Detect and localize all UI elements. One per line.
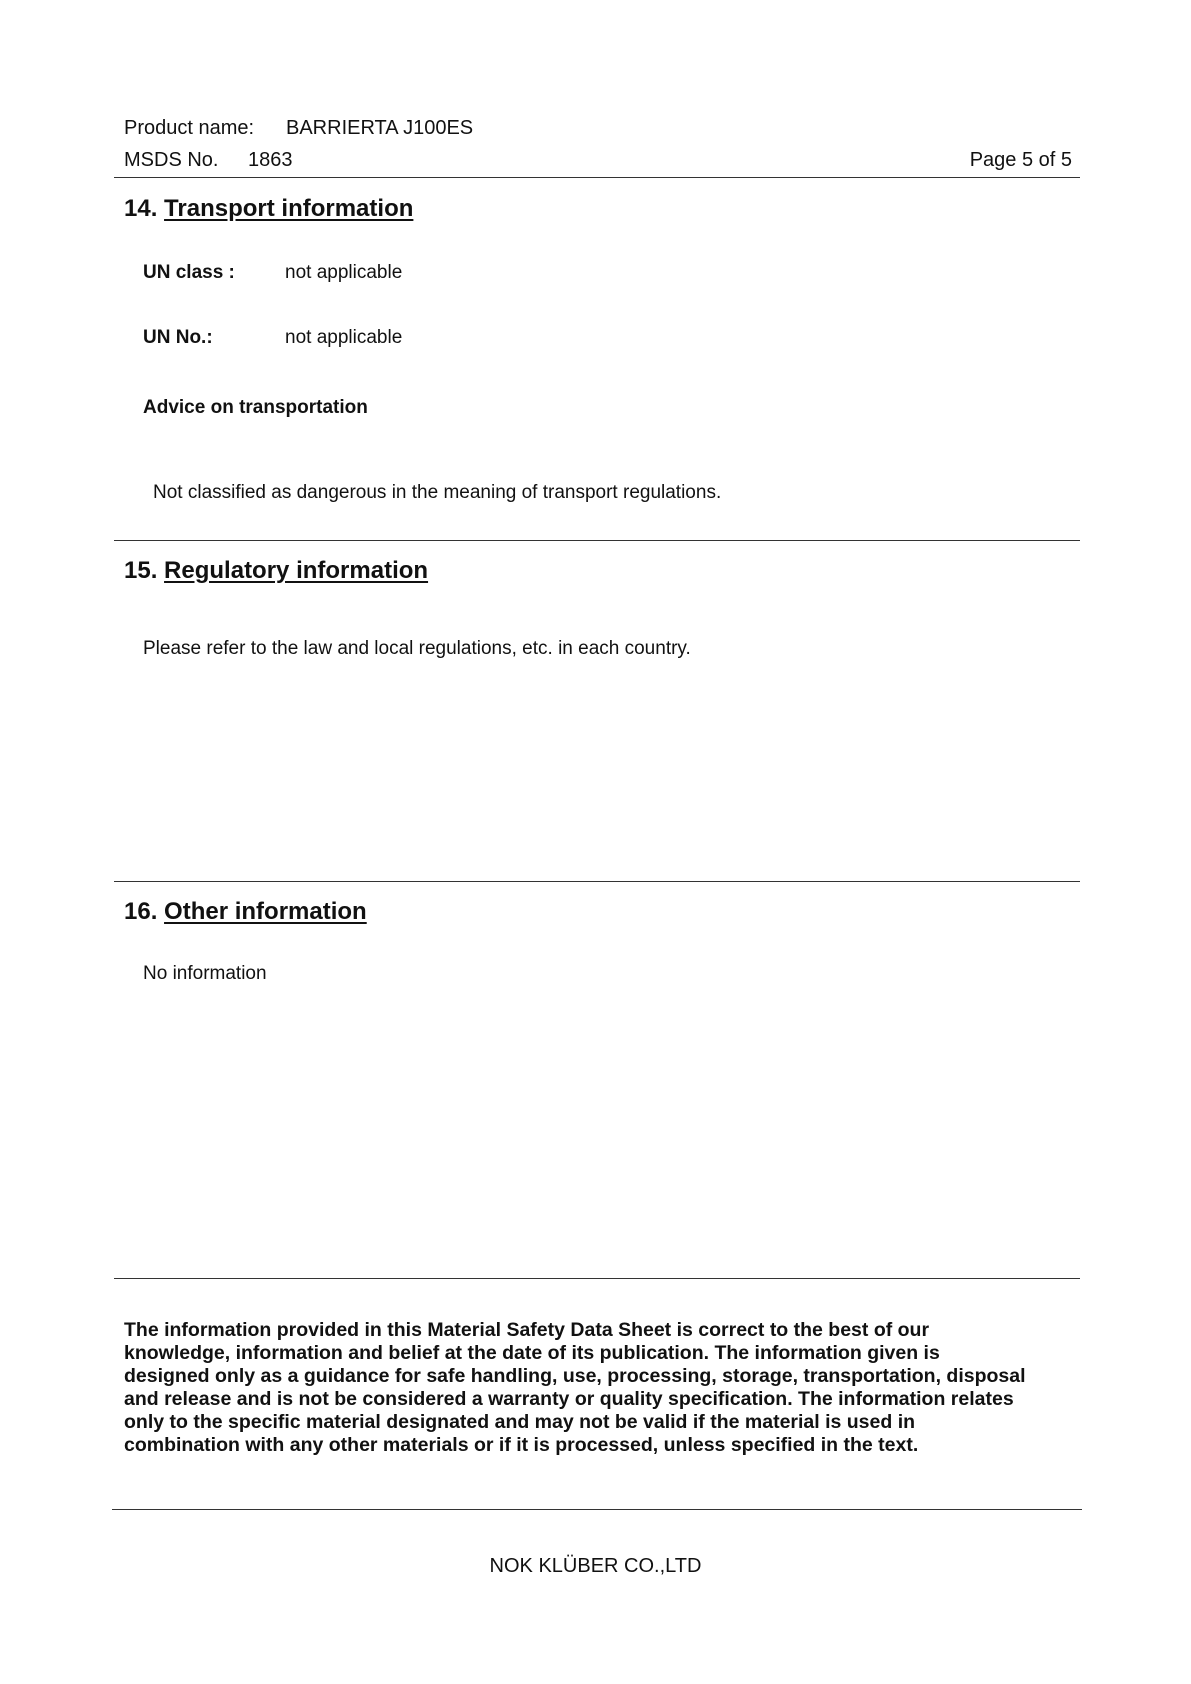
- product-name-value: BARRIERTA J100ES: [286, 117, 474, 139]
- disclaimer-line: combination with any other materials or if it is processed, unless specified in the text.: [124, 1434, 919, 1456]
- msds-number-label: MSDS No.: [124, 149, 219, 171]
- advice-on-transportation-text: Not classified as dangerous in the meaning of transport regulations.: [153, 482, 722, 503]
- section-15-number: 15.: [124, 557, 158, 584]
- section-15-heading: [124, 557, 428, 585]
- advice-on-transportation-label: Advice on transportation: [143, 397, 368, 418]
- disclaimer-line: only to the specific material designated and may not be valid if the material is used in: [124, 1411, 916, 1433]
- footer-company-name: NOK KLÜBER CO.,LTD: [489, 1555, 702, 1577]
- section-16-number: 16.: [124, 898, 158, 925]
- disclaimer-divider: [112, 1509, 1082, 1510]
- section-15-divider: [114, 881, 1080, 882]
- disclaimer-line: designed only as a guidance for safe handling, use, processing, storage, transportation, disposal: [124, 1365, 1026, 1387]
- section-14-title: Transport information: [164, 195, 414, 222]
- disclaimer-line: and release and is not be considered a warranty or quality specification. The information relates: [124, 1388, 1014, 1410]
- product-name-label: Product name:: [124, 117, 255, 139]
- section-14-heading: [124, 195, 413, 223]
- msds-number-value: 1863: [248, 149, 293, 171]
- disclaimer-line: The information provided in this Material Safety Data Sheet is correct to the best of our: [124, 1319, 930, 1341]
- regulatory-information-text: Please refer to the law and local regulations, etc. in each country.: [143, 638, 691, 659]
- section-16-title: Other information: [164, 898, 367, 925]
- other-information-text: No information: [143, 963, 267, 984]
- disclaimer-line: knowledge, information and belief at the date of its publication. The information given is: [124, 1342, 940, 1364]
- section-16-heading: [124, 898, 367, 926]
- section-14-divider: [114, 540, 1080, 541]
- un-class-label: UN class :: [143, 262, 235, 283]
- un-number-value: not applicable: [285, 327, 403, 348]
- section-14-number: 14.: [124, 195, 158, 222]
- header-divider: [114, 177, 1080, 178]
- un-class-value: not applicable: [285, 262, 403, 283]
- page-number: Page 5 of 5: [969, 149, 1072, 171]
- un-number-label: UN No.:: [143, 327, 213, 348]
- section-16-divider: [114, 1278, 1080, 1279]
- disclaimer-paragraph: [124, 1319, 1084, 1457]
- section-15-title: Regulatory information: [164, 557, 429, 584]
